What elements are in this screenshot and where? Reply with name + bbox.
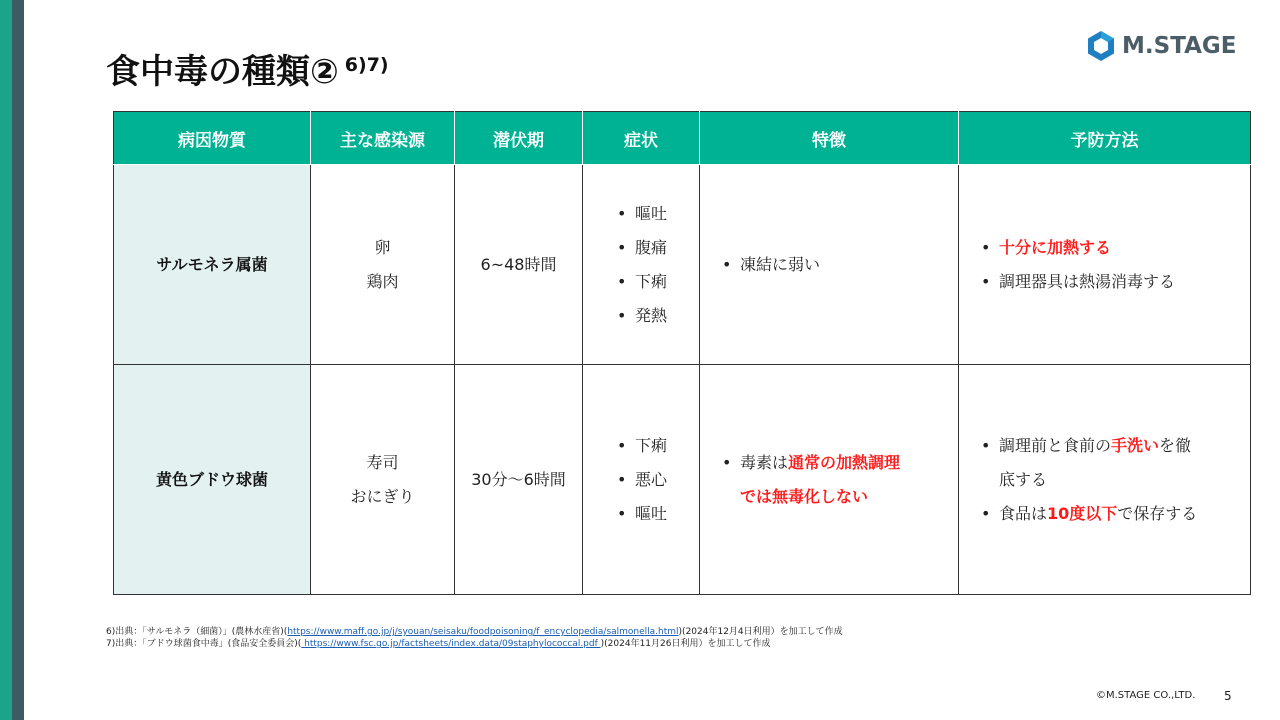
header-source: 主な感染源	[311, 112, 455, 165]
footnote-7-link[interactable]: https://www.fsc.go.jp/factsheets/index.data/09staphylococcal.pdf	[301, 639, 601, 649]
feature-highlight: 通常の加熱調理	[788, 452, 901, 472]
prevention-item	[979, 231, 1250, 265]
prevention-highlight: 10度以下	[1047, 503, 1118, 523]
footnote-6	[106, 626, 843, 638]
feature-cell	[700, 365, 959, 595]
symptom-item: • 嘔吐	[615, 497, 667, 531]
footnote-6-prefix: 6)出典：「サルモネラ（細菌）」(農林水産省)(	[106, 627, 288, 637]
footnote-7-prefix: 7)出典：「ブドウ球菌食中毒」(食品安全委員会)(	[106, 639, 302, 649]
feature-item	[720, 446, 958, 480]
page-title	[106, 44, 389, 93]
symptom-item: • 悪心	[615, 463, 667, 497]
incubation-cell: 30分～6時間	[455, 365, 583, 595]
title-reference: 6)7)	[344, 53, 389, 76]
footnote-6-suffix: )(2024年12月4日利用）を加工して作成	[678, 627, 843, 637]
symptom-item: • 発熱	[615, 299, 667, 333]
prevention-text: で保存する	[1117, 503, 1198, 523]
feature-cell	[700, 165, 959, 365]
source-item: おにぎり	[350, 486, 415, 506]
feature-item	[720, 248, 958, 282]
symptoms-list	[615, 429, 667, 531]
prevention-item	[979, 429, 1250, 463]
symptoms-list-wrap	[615, 429, 667, 531]
source-item: 寿司	[366, 452, 399, 472]
footnote-7	[106, 638, 843, 650]
prevention-item	[979, 497, 1250, 531]
prevention-text: 調理器具は熱湯消毒する	[999, 271, 1176, 291]
symptoms-list	[615, 197, 667, 333]
symptom-item: • 腹痛	[615, 231, 667, 265]
prevention-highlight: 十分に加熱する	[999, 237, 1112, 257]
footnote-7-suffix: )(2024年11月26日利用）を加工して作成	[600, 639, 771, 649]
prevention-list	[979, 429, 1250, 531]
feature-list	[720, 248, 958, 282]
header-agent: 病因物質	[114, 112, 311, 165]
logo-text: M.STAGE	[1122, 33, 1237, 59]
company-logo	[1086, 30, 1236, 62]
source-item: 鶏肉	[366, 271, 399, 291]
sidebar-accent-bar	[0, 0, 12, 720]
agent-cell: サルモネラ属菌	[114, 165, 311, 365]
title-text: 食中毒の種類②	[106, 52, 339, 92]
prevention-text: 食品は	[999, 503, 1048, 523]
prevention-list	[979, 231, 1250, 299]
feature-highlight: では無毒化しない	[740, 486, 869, 506]
symptom-item: • 下痢	[615, 265, 667, 299]
prevention-cell	[959, 365, 1251, 595]
symptoms-cell	[583, 365, 700, 595]
feature-text: 毒素は	[740, 452, 789, 472]
source-cell	[311, 365, 455, 595]
header-incubation: 潜伏期	[455, 112, 583, 165]
prevention-text: 調理前と食前の	[999, 435, 1112, 455]
symptoms-cell	[583, 165, 700, 365]
table-row	[114, 165, 1251, 365]
page-number: 5	[1224, 689, 1232, 703]
symptom-item: • 下痢	[615, 429, 667, 463]
sidebar-dark-bar	[12, 0, 24, 720]
header-features: 特徴	[700, 112, 959, 165]
food-poisoning-table	[113, 111, 1251, 595]
prevention-text: を徹	[1159, 435, 1192, 455]
source-cell	[311, 165, 455, 365]
table-header-row	[114, 112, 1251, 165]
prevention-text: 底する	[999, 469, 1048, 489]
prevention-item	[979, 265, 1250, 299]
feature-text: 凍結に弱い	[740, 254, 821, 274]
header-symptoms: 症状	[583, 112, 700, 165]
table-row	[114, 365, 1251, 595]
prevention-cell	[959, 165, 1251, 365]
footnotes	[106, 626, 843, 650]
header-prevention: 予防方法	[959, 112, 1251, 165]
prevention-item	[979, 463, 1250, 497]
footnote-6-link[interactable]: https://www.maff.go.jp/j/syouan/seisaku/foodpoisoning/f_encyclopedia/salmonella.html	[287, 627, 679, 637]
source-item: 卵	[374, 237, 391, 257]
prevention-highlight: 手洗い	[1111, 435, 1160, 455]
feature-item	[720, 480, 958, 514]
copyright: ©M.STAGE CO.,LTD.	[1096, 690, 1196, 701]
hexagon-logo-icon	[1086, 30, 1116, 62]
symptoms-list-wrap	[615, 197, 667, 333]
incubation-cell: 6~48時間	[455, 165, 583, 365]
symptom-item: • 嘔吐	[615, 197, 667, 231]
feature-list	[720, 446, 958, 514]
agent-cell: 黄色ブドウ球菌	[114, 365, 311, 595]
